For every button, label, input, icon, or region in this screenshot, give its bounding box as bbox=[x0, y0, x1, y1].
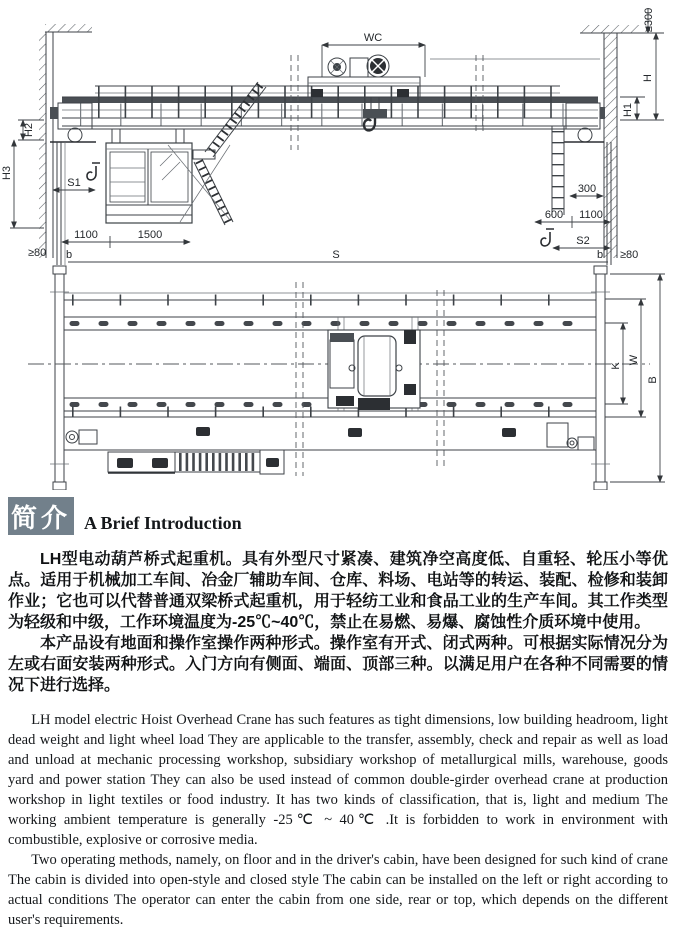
operator-cabin bbox=[106, 129, 192, 223]
elevation-dimensions bbox=[1, 8, 664, 262]
dim-min300-label: ≥300 bbox=[643, 7, 655, 33]
dim-w-label: W bbox=[628, 354, 640, 366]
chinese-paragraph-2: 本产品设有地面和操作室操作两种形式。操作室有开式、闭式两种。可根据实际情况分为左或右面安装两种形式。入门方向有侧面、端面、顶部三种。以满足用户在各种不同需要的情况下进行选择。 bbox=[8, 635, 668, 694]
chinese-paragraph-1: LH型电动葫芦桥式起重机。具有外型尺寸紧凑、建筑净空高度低、自重轻、轮压小等优点。适用于机械加工车间、冶金厂辅助车间、仓库、料场、电站等的转运、装配、检修和装卸作业；它也可以代替普通双梁桥式起重机，用于轻纺工业和食品工业的生产车间。其工作类型为轻级和中级，工作环境温度为-25℃~40℃，禁止在易燃、易爆、腐蚀性介质环境中使用。 bbox=[8, 551, 668, 631]
plan-dimensions bbox=[605, 274, 665, 482]
dim-1100-right-label: 1100 bbox=[579, 209, 603, 221]
dim-600-label: 600 bbox=[544, 209, 564, 221]
dim-b-left-label: b bbox=[66, 249, 73, 261]
dim-300-label: 300 bbox=[577, 183, 597, 195]
dim-s2-label: S2 bbox=[576, 235, 590, 247]
dim-k-label: K bbox=[610, 362, 622, 370]
dim-min80-left-label: ≥80 bbox=[28, 247, 47, 259]
cabin-top-view bbox=[175, 452, 260, 472]
dim-1100-left-label: 1100 bbox=[74, 229, 98, 241]
runway-columns bbox=[57, 142, 611, 265]
hook-symbol-right bbox=[541, 229, 554, 246]
plan-girder-top bbox=[64, 293, 596, 330]
plan-view bbox=[28, 266, 665, 490]
dim-wc-label: WC bbox=[363, 32, 383, 44]
section-header bbox=[8, 497, 668, 535]
english-paragraph-2: Two operating methods, namely, on floor and in the driver's cabin, have been designed for such kind of crane The cabin is divided into open-style and closed style The cabin can be installed on the left or right according to actual conditions The operator can enter the cabin from one side, rear or top, which depends on the different user's requirements. bbox=[8, 852, 668, 928]
wall-ladder bbox=[552, 126, 564, 215]
section-title: A Brief Introduction bbox=[84, 513, 242, 533]
dim-h1-label: H1 bbox=[622, 102, 634, 118]
dim-h3-label: H3 bbox=[1, 165, 13, 181]
plan-trolley bbox=[328, 317, 420, 411]
plan-walkway bbox=[64, 423, 596, 474]
dim-span-label: S bbox=[332, 249, 340, 261]
left-wall bbox=[39, 24, 92, 258]
dim-h2-label: H2 bbox=[23, 122, 35, 138]
dim-min80-right-label: ≥80 bbox=[620, 249, 639, 261]
bridge-girder bbox=[50, 55, 605, 150]
dim-b-right-label: b bbox=[597, 249, 604, 261]
dim-1500-label: 1500 bbox=[137, 229, 163, 241]
english-paragraph-1: LH model electric Hoist Overhead Crane has such features as tight dimensions, low building headroom, light dead weight and light wheel load They are applicable to the transfer, assembly, check and repair as well as load and unload at mechanic processing workshop, subsidiary workshop of metallurgical mills, warehouse, goods yard and power station They can also be used instead of common double-girder overhead crane at production workshop in light textiles or food industry. It has two kinds of classification, that is, light and medium The working ambient temperature is generally -25℃ ~ 40℃ .It is forbidden to work in environment with combustible, explosive or corrosive media. bbox=[8, 712, 668, 848]
dim-h-label: H bbox=[642, 74, 654, 82]
section-badge: 简介 bbox=[8, 497, 74, 535]
dim-b-label: B bbox=[647, 376, 659, 384]
hook-symbol-left bbox=[87, 163, 100, 180]
elevation-view bbox=[1, 8, 664, 265]
stairway bbox=[168, 82, 266, 225]
dim-s1-label: S1 bbox=[67, 177, 81, 189]
